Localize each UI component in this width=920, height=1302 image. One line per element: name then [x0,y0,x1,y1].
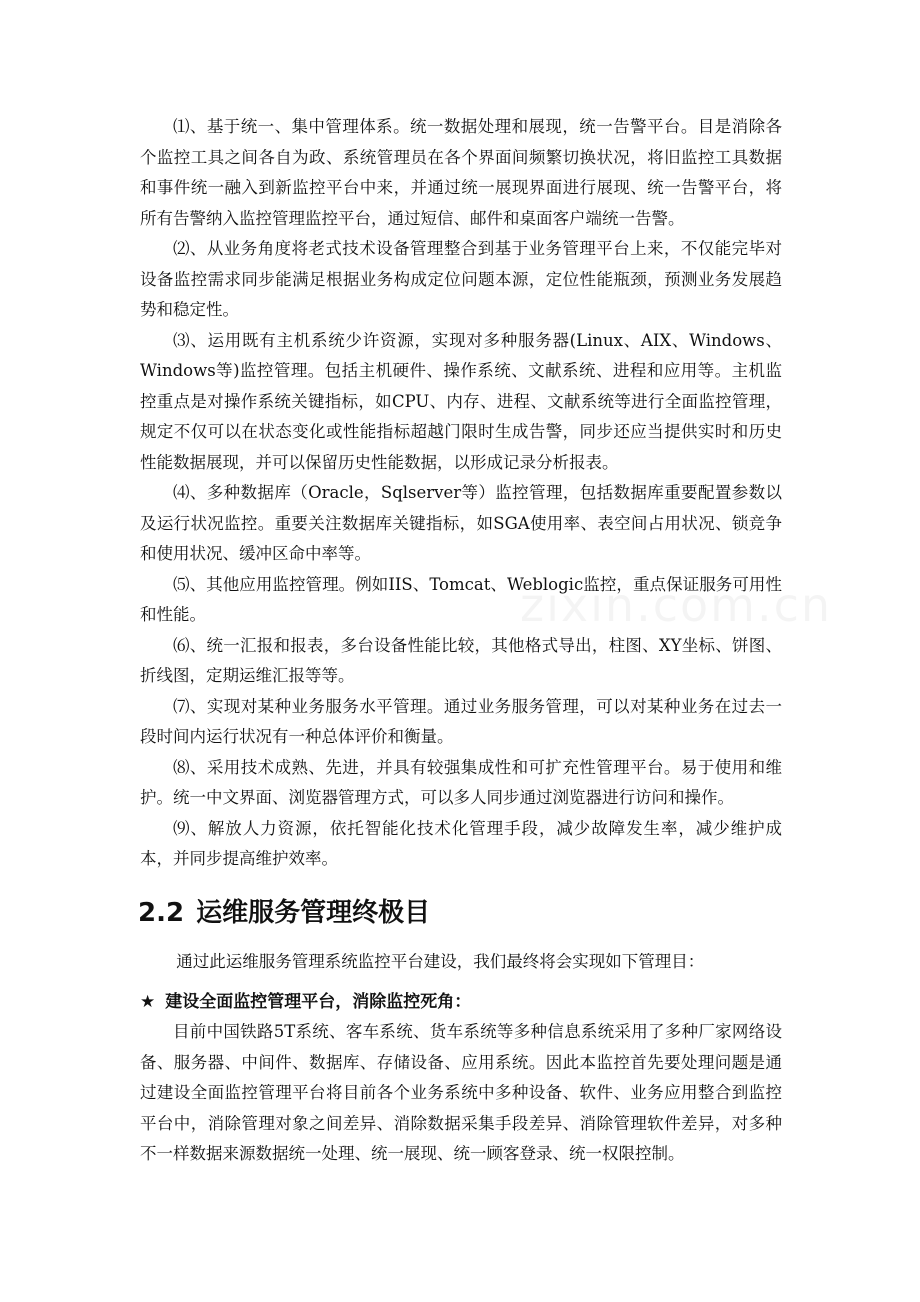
subsection-heading [140,987,782,1017]
list-item-3: ⑶、运用既有主机系统少许资源，实现对多种服务器(Linux、AIX、Windows、Windows等)监控管理。包括主机硬件、操作系统、文献系统、进程和应用等。主机监控重点是对操作系统关键指标，如CPU、内存、进程、文献系统等进行全面监控管理，规定不仅可以在状态变化或性能指标超越门限时生成告警，同步还应当提供实时和历史性能数据展现，并可以保留历史性能数据，以形成记录分析报表。 [140,330,782,472]
list-item-2: ⑵、从业务角度将老式技术设备管理整合到基于业务管理平台上来，不仅能完毕对设备监控需求同步能满足根据业务构成定位问题本源，定位性能瓶颈，预测业务发展趋势和稳定性。 [140,239,782,319]
body-paragraph: 目前中国铁路5T系统、客车系统、货车系统等多种信息系统采用了多种厂家网络设备、服务器、中间件、数据库、存储设备、应用系统。因此本监控首先要处理问题是通过建设全面监控管理平台将目前各个业务系统中多种设备、软件、业务应用整合到监控平台中，消除管理对象之间差异、消除数据采集手段差异、消除管理软件差异，对多种不一样数据来源数据统一处理、统一展现、统一顾客登录、统一权限控制。 [140,1022,782,1163]
list-item-7: ⑺、实现对某种业务服务水平管理。通过业务服务管理，可以对某种业务在过去一段时间内运行状况有一种总体评价和衡量。 [140,696,782,746]
section-intro: 通过此运维服务管理系统监控平台建设，我们最终将会实现如下管理目： [176,951,705,971]
list-item-6: ⑹、统一汇报和报表，多台设备性能比较，其他格式导出，柱图、XY坐标、饼图、折线图，定期运维汇报等等。 [140,635,782,685]
list-item-5: ⑸、其他应用监控管理。例如IIS、Tomcat、Weblogic监控，重点保证服务可用性和性能。 [140,574,782,624]
subsection-title: 建设全面监控管理平台，消除监控死角： [165,992,472,1012]
list-item-4: ⑷、多种数据库（Oracle，Sqlserver等）监控管理，包括数据库重要配置参数以及运行状况监控。重要关注数据库关键指标，如SGA使用率、表空间占用状况、锁竞争和使用状况、缓冲区命中率等。 [140,483,782,563]
list-item-8: ⑻、采用技术成熟、先进，并具有较强集成性和可扩充性管理平台。易于使用和维护。统一中文界面、浏览器管理方式，可以多人同步通过浏览器进行访问和操作。 [140,757,782,807]
document-content [140,112,782,1170]
section-number: 2.2 [138,897,185,928]
section-title: 运维服务管理终极目 [196,897,431,928]
star-icon: ★ [140,992,156,1012]
section-heading [138,893,782,933]
list-item-1: ⑴、基于统一、集中管理体系。统一数据处理和展现，统一告警平台。目是消除各个监控工具之间各自为政、系统管理员在各个界面间频繁切换状况，将旧监控工具数据和事件统一融入到新监控平台中来，并通过统一展现界面进行展现、统一告警平台，将所有告警纳入监控管理监控平台，通过短信、邮件和桌面客户端统一告警。 [140,117,782,228]
list-item-9: ⑼、解放人力资源，依托智能化技术化管理手段，减少故障发生率，减少维护成本，并同步提高维护效率。 [140,818,782,868]
